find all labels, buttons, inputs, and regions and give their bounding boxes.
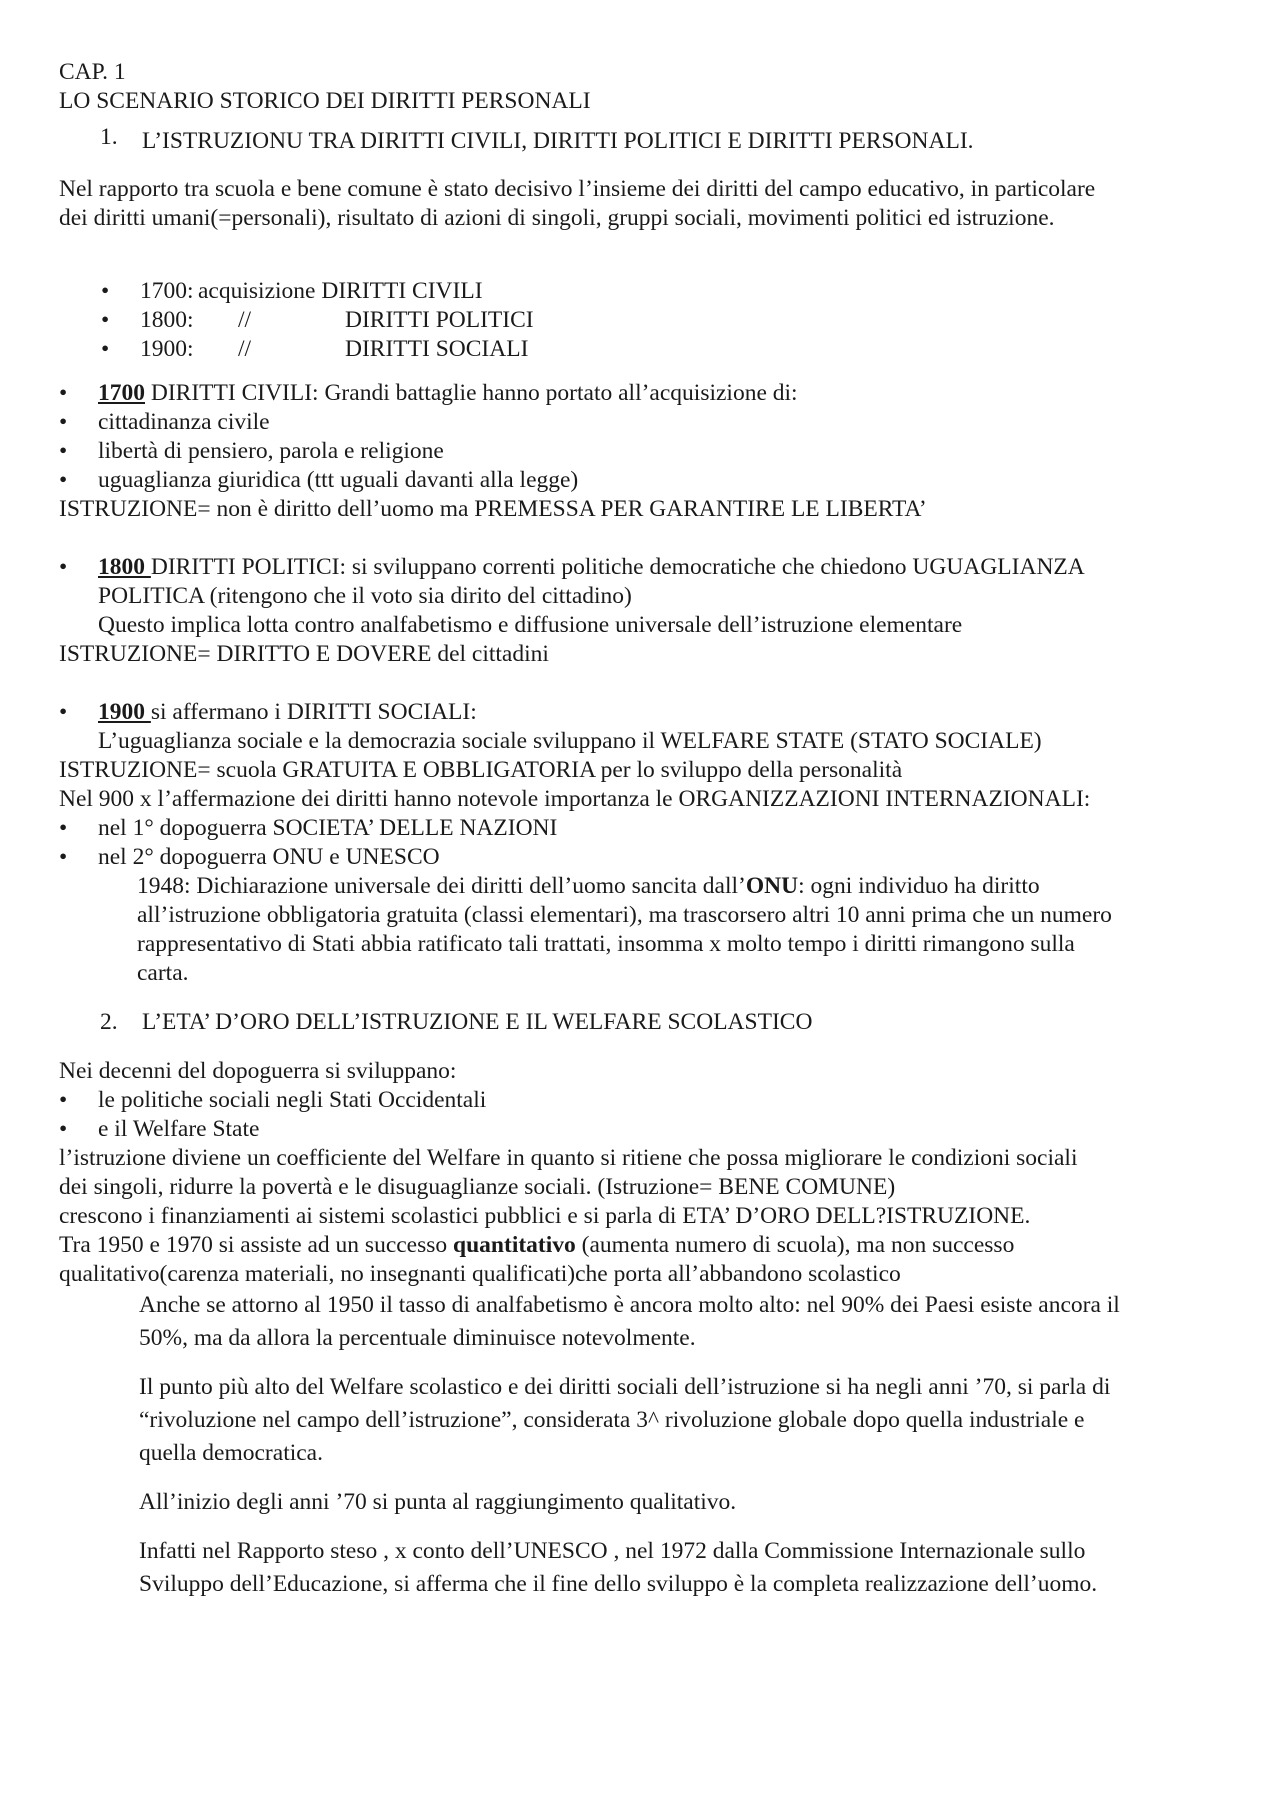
list-item: • libertà di pensiero, parola e religione (59, 438, 444, 464)
paragraph: Anche se attorno al 1950 il tasso di analfabetismo è ancora molto alto: nel 90% dei Paesi esiste ancora il 50%, ma da allora la percentuale diminuisce notevolmente. (139, 1292, 1120, 1351)
paragraph: All’inizio degli anni ’70 si punta al raggiungimento qualitativo. (139, 1489, 737, 1515)
list-item: • 1700 DIRITTI CIVILI: Grandi battaglie hanno portato all’acquisizione di: (59, 380, 798, 406)
list-item: • cittadinanza civile (59, 409, 270, 435)
section-1-heading (59, 124, 1239, 156)
section-2-heading (59, 1008, 1239, 1037)
politici-block: • 1800 DIRITTI POLITICI: si sviluppano correnti politiche democratiche che chiedono UGUAGLIANZA POLITICA (ritengono che il voto sia dirito del cittadino) Questo implica lotta contro analfabetismo e diffusione universale dell’istruzione elementare ISTRUZIONE= DIRITTO E DOVERE del cittadini (59, 553, 1239, 669)
paragraph: Infatti nel Rapporto steso , x conto dell’UNESCO , nel 1972 dalla Commissione Internazionale sullo Sviluppo dell’Educazione, si afferma che il fine dello sviluppo è la completa realizzazione dell’uomo. (139, 1538, 1098, 1597)
list-item: • e il Welfare State (59, 1116, 260, 1142)
indented-paragraphs (59, 1289, 1239, 1601)
onu-paragraph: 1948: Dichiarazione universale dei diritti dell’uomo sancita dall’ONU: ogni individuo ha diritto all’istruzione obbligatoria gratuita (classi elementari), ma trascorsero altri 10 anni prima che un numero rappresentativo di Stati abbia ratificato tali trattati, insomma x molto tempo i diritti rimangono sulla carta. (137, 873, 1112, 986)
paragraph: Il punto più alto del Welfare scolastico e dei diritti sociali dell’istruzione si ha negli anni ’70, si parla di “rivoluzione nel campo dell’istruzione”, considerata 3^ rivoluzione globale dopo quella industriale e quella democratica. (139, 1374, 1111, 1466)
list-item: • 1900 si affermano i DIRITTI SOCIALI: (59, 699, 477, 725)
document-page (59, 58, 1239, 1601)
list-item: • nel 1° dopoguerra SOCIETA’ DELLE NAZIONI (59, 815, 558, 841)
sociali-block: • 1900 si affermano i DIRITTI SOCIALI: L’uguaglianza sociale e la democrazia sociale sviluppano il WELFARE STATE (STATO SOCIALE) ISTRUZIONE= scuola GRATUITA E OBBLIGATORIA per lo sviluppo della personalità Nel 900 x l’affermazione dei diritti hanno notevole importanza le ORGANIZZAZIONI INTERNAZIONALI: • nel 1° dopoguerra SOCIETA’ DELLE NAZIONI • nel 2° dopoguerra ONU e UNESCO 1948: Dichiarazione universale dei diritti dell’uomo sancita dall’ONU: ogni individuo ha diritto all’istruzione obbligatoria gratuita (classi elementari), ma trascorsero altri 10 anni prima che un numero rappresentativo di Stati abbia ratificato tali trattati, insomma x molto tempo i diritti rimangono sulla carta. (59, 698, 1239, 988)
istruzione-note: ISTRUZIONE= DIRITTO E DOVERE del cittadini (59, 641, 549, 667)
istruzione-note: ISTRUZIONE= scuola GRATUITA E OBBLIGATORIA per lo sviluppo della personalità (59, 757, 903, 783)
section-2-body: Nei decenni del dopoguerra si sviluppano: • le politiche sociali negli Stati Occidentali • e il Welfare State l’istruzione diviene un coefficiente del Welfare in quanto si ritiene che possa migliorare le condizioni sociali dei singoli, ridurre la povertà e le disuguaglianze sociali. (Istruzione= BENE COMUNE) crescono i finanziamenti ai sistemi scolastici pubblici e si parla di ETA’ D’ORO DELL?ISTRUZIONE. Tra 1950 e 1970 si assiste ad un successo quantitativo (aumenta numero di scuola), ma non successo qualitativo(carenza materiali, no insegnanti qualificati)che porta all’abbandono scolastico (59, 1057, 1239, 1289)
list-item: • 1800: // DIRITTI POLITICI (101, 307, 534, 333)
chapter-label: CAP. 1 (59, 59, 126, 85)
list-item: • uguaglianza giuridica (ttt uguali davanti alla legge) (59, 467, 579, 493)
list-item: • 1700: acquisizione DIRITTI CIVILI (101, 278, 483, 304)
civili-block (59, 379, 1239, 524)
section-number: 2. (100, 1009, 118, 1035)
list-item: • 1800 DIRITTI POLITICI: si sviluppano correnti politiche democratiche che chiedono UGUAGLIANZA (59, 554, 1085, 580)
section-1-intro: Nel rapporto tra scuola e bene comune è stato decisivo l’insieme dei diritti del campo educativo, in particolare dei diritti umani(=personali), risultato di azioni di singoli, gruppi sociali, movimenti politici ed istruzione. (59, 176, 1096, 231)
section-title: L’ETA’ D’ORO DELL’ISTRUZIONE E IL WELFARE SCOLASTICO (142, 1009, 813, 1035)
list-item: • le politiche sociali negli Stati Occidentali (59, 1087, 487, 1113)
istruzione-note: ISTRUZIONE= non è diritto dell’uomo ma PREMESSA PER GARANTIRE LE LIBERTA’ (59, 496, 927, 522)
chapter-title: LO SCENARIO STORICO DEI DIRITTI PERSONALI (59, 88, 591, 114)
section-title: L’ISTRUZIONU TRA DIRITTI CIVILI, DIRITTI POLITICI E DIRITTI PERSONALI. (142, 128, 974, 154)
timeline-list (59, 277, 1239, 364)
list-item: • nel 2° dopoguerra ONU e UNESCO (59, 844, 440, 870)
list-item: • 1900: // DIRITTI SOCIALI (101, 336, 529, 362)
section-number: 1. (100, 124, 118, 150)
